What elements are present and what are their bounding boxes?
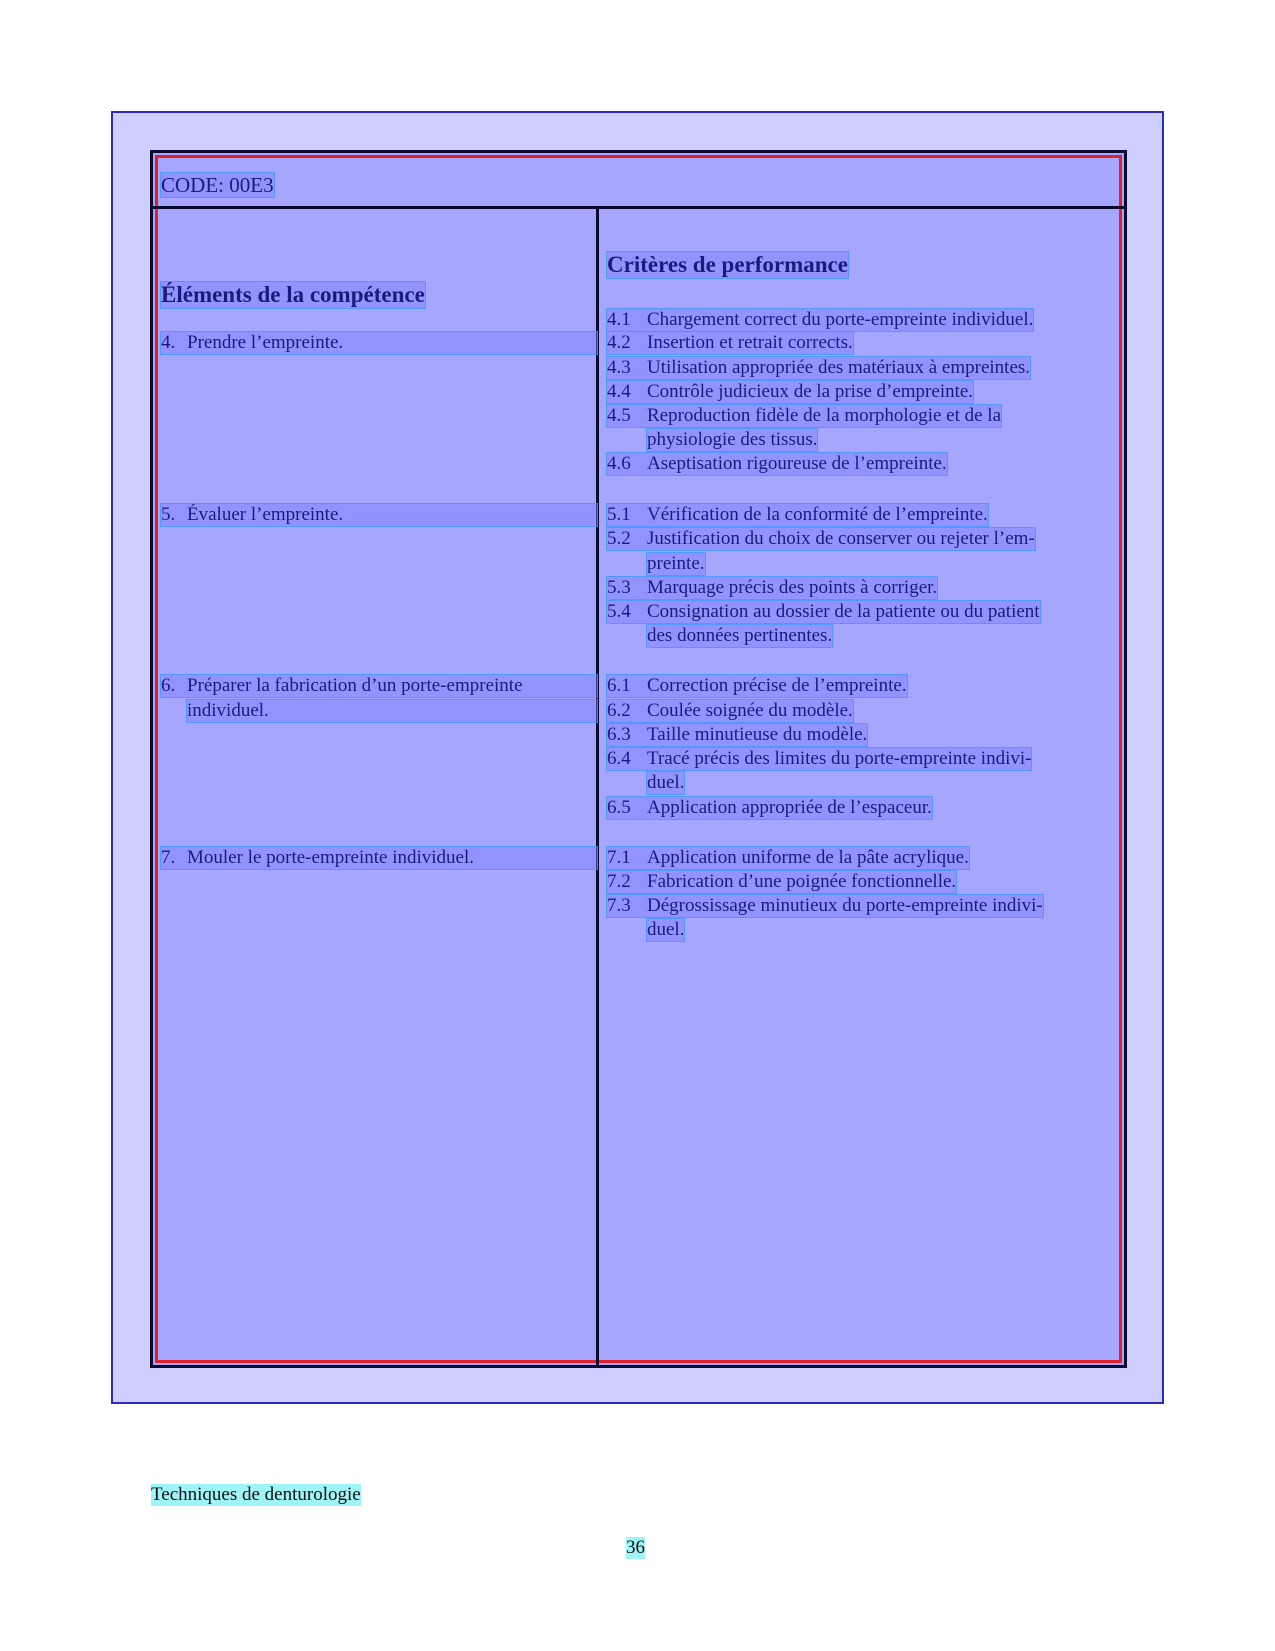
criterion-number: 7.1 (607, 847, 631, 868)
criterion-text: Tracé précis des limites du porte-empreinte indivi- (647, 748, 1032, 769)
criterion-text: Correction précise de l’empreinte. (647, 675, 907, 696)
criterion-item (607, 895, 1043, 917)
table-column-divider (596, 206, 599, 1365)
criterion-item (607, 405, 1001, 427)
criterion-item (607, 675, 907, 697)
criterion-number: 6.5 (607, 797, 631, 818)
criterion-item (607, 601, 1040, 623)
criterion-number: 5.3 (607, 577, 631, 598)
element-item (161, 332, 597, 354)
criterion-item (607, 797, 932, 819)
criterion-text: Reproduction fidèle de la morphologie et de la (647, 405, 1002, 426)
criterion-number: 4.2 (607, 332, 631, 353)
criterion-item (607, 309, 1033, 331)
criterion-number: 5.2 (607, 528, 631, 549)
element-number: 6. (161, 675, 176, 696)
element-item (161, 675, 597, 697)
element-item (161, 504, 597, 526)
criterion-item (607, 528, 1035, 550)
criterion-text: Taille minutieuse du modèle. (647, 724, 868, 745)
element-number: 5. (161, 504, 176, 525)
criterion-text: Fabrication d’une poignée fonctionnelle. (647, 871, 957, 892)
criterion-number: 6.4 (607, 748, 631, 769)
element-text: Préparer la fabrication d’un porte-empreinte (187, 675, 523, 696)
criterion-item (607, 724, 867, 746)
table-header-divider (153, 206, 1124, 209)
criterion-item (607, 700, 853, 722)
criterion-item (607, 847, 969, 869)
footer-title: Techniques de denturologie (151, 1484, 361, 1505)
criterion-item (607, 871, 956, 893)
left-column-heading: Éléments de la compétence (161, 282, 425, 307)
criterion-text-continued: des données pertinentes. (647, 625, 833, 646)
element-text: Évaluer l’empreinte. (187, 504, 344, 525)
right-column-heading: Critères de performance (607, 252, 848, 277)
criterion-item (607, 504, 988, 526)
code-label: CODE: 00E3 (161, 173, 274, 197)
criterion-item (607, 357, 1030, 379)
criterion-item (607, 381, 973, 403)
criterion-text: Chargement correct du porte-empreinte individuel. (647, 309, 1034, 330)
criterion-text-continued: duel. (647, 919, 685, 940)
element-text-continued: individuel. (187, 700, 597, 722)
criterion-item (607, 332, 853, 354)
criterion-text: Application appropriée de l’espaceur. (647, 797, 932, 818)
criterion-text: Aseptisation rigoureuse de l’empreinte. (647, 453, 947, 474)
criterion-number: 7.3 (607, 895, 631, 916)
criterion-text: Application uniforme de la pâte acrylique. (647, 847, 969, 868)
criterion-number: 5.4 (607, 601, 631, 622)
criterion-number: 6.1 (607, 675, 631, 696)
element-text: Mouler le porte-empreinte individuel. (187, 847, 475, 868)
criterion-text: Contrôle judicieux de la prise d’empreinte. (647, 381, 974, 402)
page-number: 36 (626, 1537, 645, 1558)
criterion-number: 7.2 (607, 871, 631, 892)
criterion-item (607, 577, 937, 599)
criterion-item (607, 748, 1031, 770)
criterion-number: 4.4 (607, 381, 631, 402)
criterion-text: Consignation au dossier de la patiente ou du patient (647, 601, 1040, 622)
element-text: Prendre l’empreinte. (187, 332, 344, 353)
criterion-number: 6.2 (607, 700, 631, 721)
criterion-text: Marquage précis des points à corriger. (647, 577, 938, 598)
element-number: 4. (161, 332, 176, 353)
criterion-text: Coulée soignée du modèle. (647, 700, 853, 721)
criterion-text: Utilisation appropriée des matériaux à empreintes. (647, 357, 1031, 378)
criterion-text-continued: duel. (647, 772, 685, 793)
criterion-number: 4.3 (607, 357, 631, 378)
element-number: 7. (161, 847, 176, 868)
criterion-text: Insertion et retrait corrects. (647, 332, 853, 353)
element-item (161, 847, 597, 869)
criterion-number: 5.1 (607, 504, 631, 525)
criterion-item (607, 453, 947, 475)
criterion-number: 6.3 (607, 724, 631, 745)
criterion-number: 4.5 (607, 405, 631, 426)
criterion-number: 4.6 (607, 453, 631, 474)
criterion-text: Justification du choix de conserver ou rejeter l’em- (647, 528, 1035, 549)
criterion-number: 4.1 (607, 309, 631, 330)
criterion-text-continued: preinte. (647, 553, 705, 574)
criterion-text: Vérification de la conformité de l’empreinte. (647, 504, 988, 525)
criterion-text: Dégrossissage minutieux du porte-empreinte indivi- (647, 895, 1043, 916)
criterion-text-continued: physiologie des tissus. (647, 429, 818, 450)
